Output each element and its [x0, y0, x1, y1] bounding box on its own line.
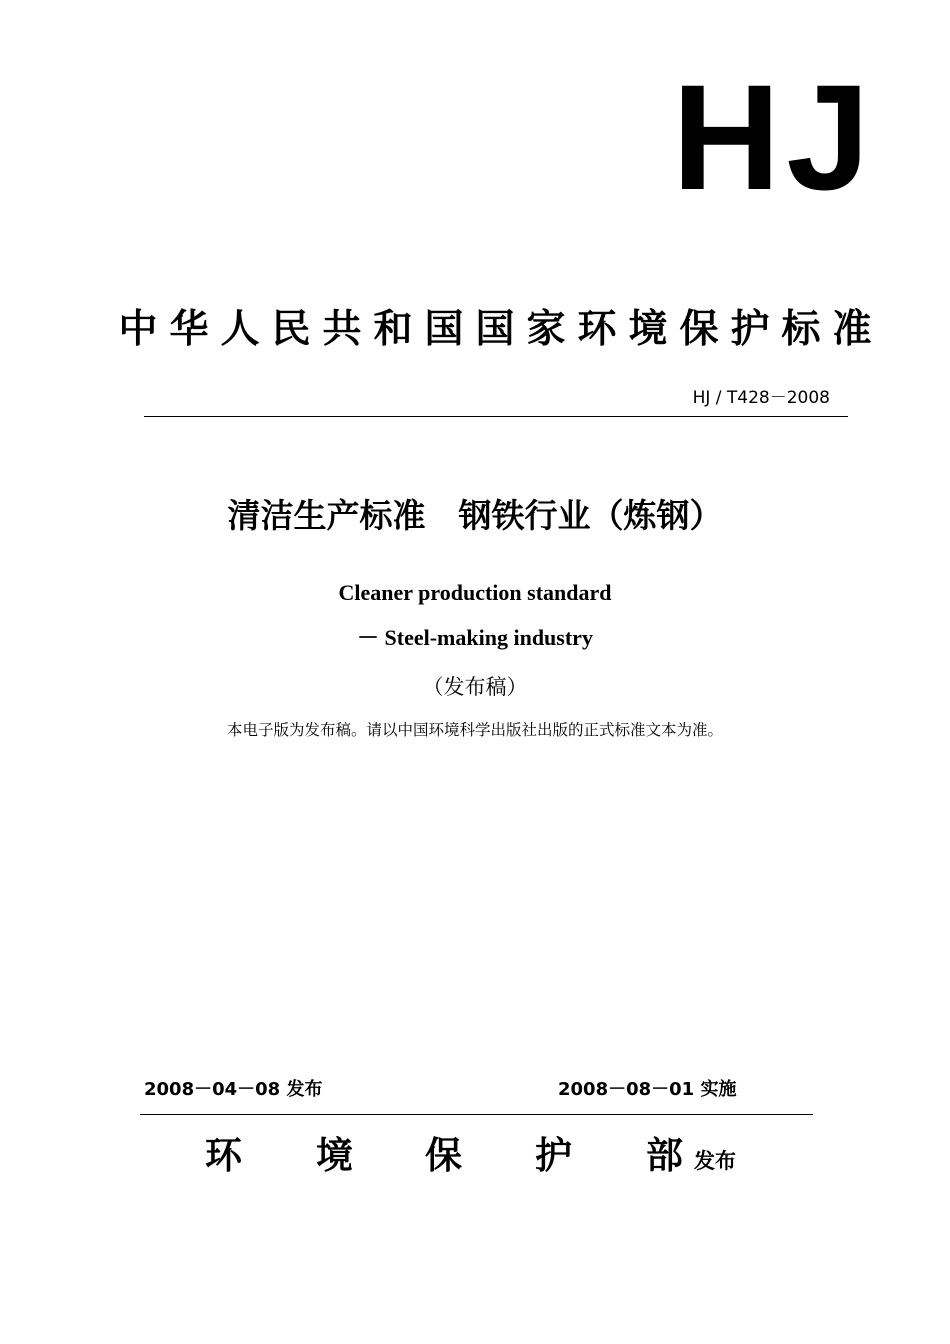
standard-title-en-line1: Cleaner production standard [338, 580, 612, 605]
standard-code: HJ / T428－2008 [692, 388, 830, 408]
hj-logo: HJ [672, 53, 876, 221]
edition-note: 本电子版为发布稿。请以中国环境科学出版社出版的正式标准文本为准。 [226, 721, 723, 739]
implementation-date: 2008－08－01 实施 [558, 1079, 737, 1100]
issuer-char: 境 [316, 1134, 353, 1177]
standard-title-en-line2: － Steel-making industry [357, 625, 593, 650]
issuer-char: 部 [646, 1134, 683, 1177]
issuer [0, 1128, 950, 1188]
main-title: 中华人民共和国国家环境保护标准 [118, 307, 884, 352]
issuer-char: 护 [535, 1134, 572, 1177]
issue-date: 2008－04－08 发布 [144, 1079, 323, 1100]
issuer-char: 环 [205, 1134, 242, 1177]
issuer-suffix: 发布 [694, 1149, 736, 1173]
issuer-char: 保 [425, 1134, 462, 1177]
header-divider [144, 416, 848, 417]
draft-label: （发布稿） [422, 675, 528, 699]
footer-divider [140, 1114, 813, 1115]
standard-title-cn: 清洁生产标准 钢铁行业（炼钢） [227, 496, 723, 535]
